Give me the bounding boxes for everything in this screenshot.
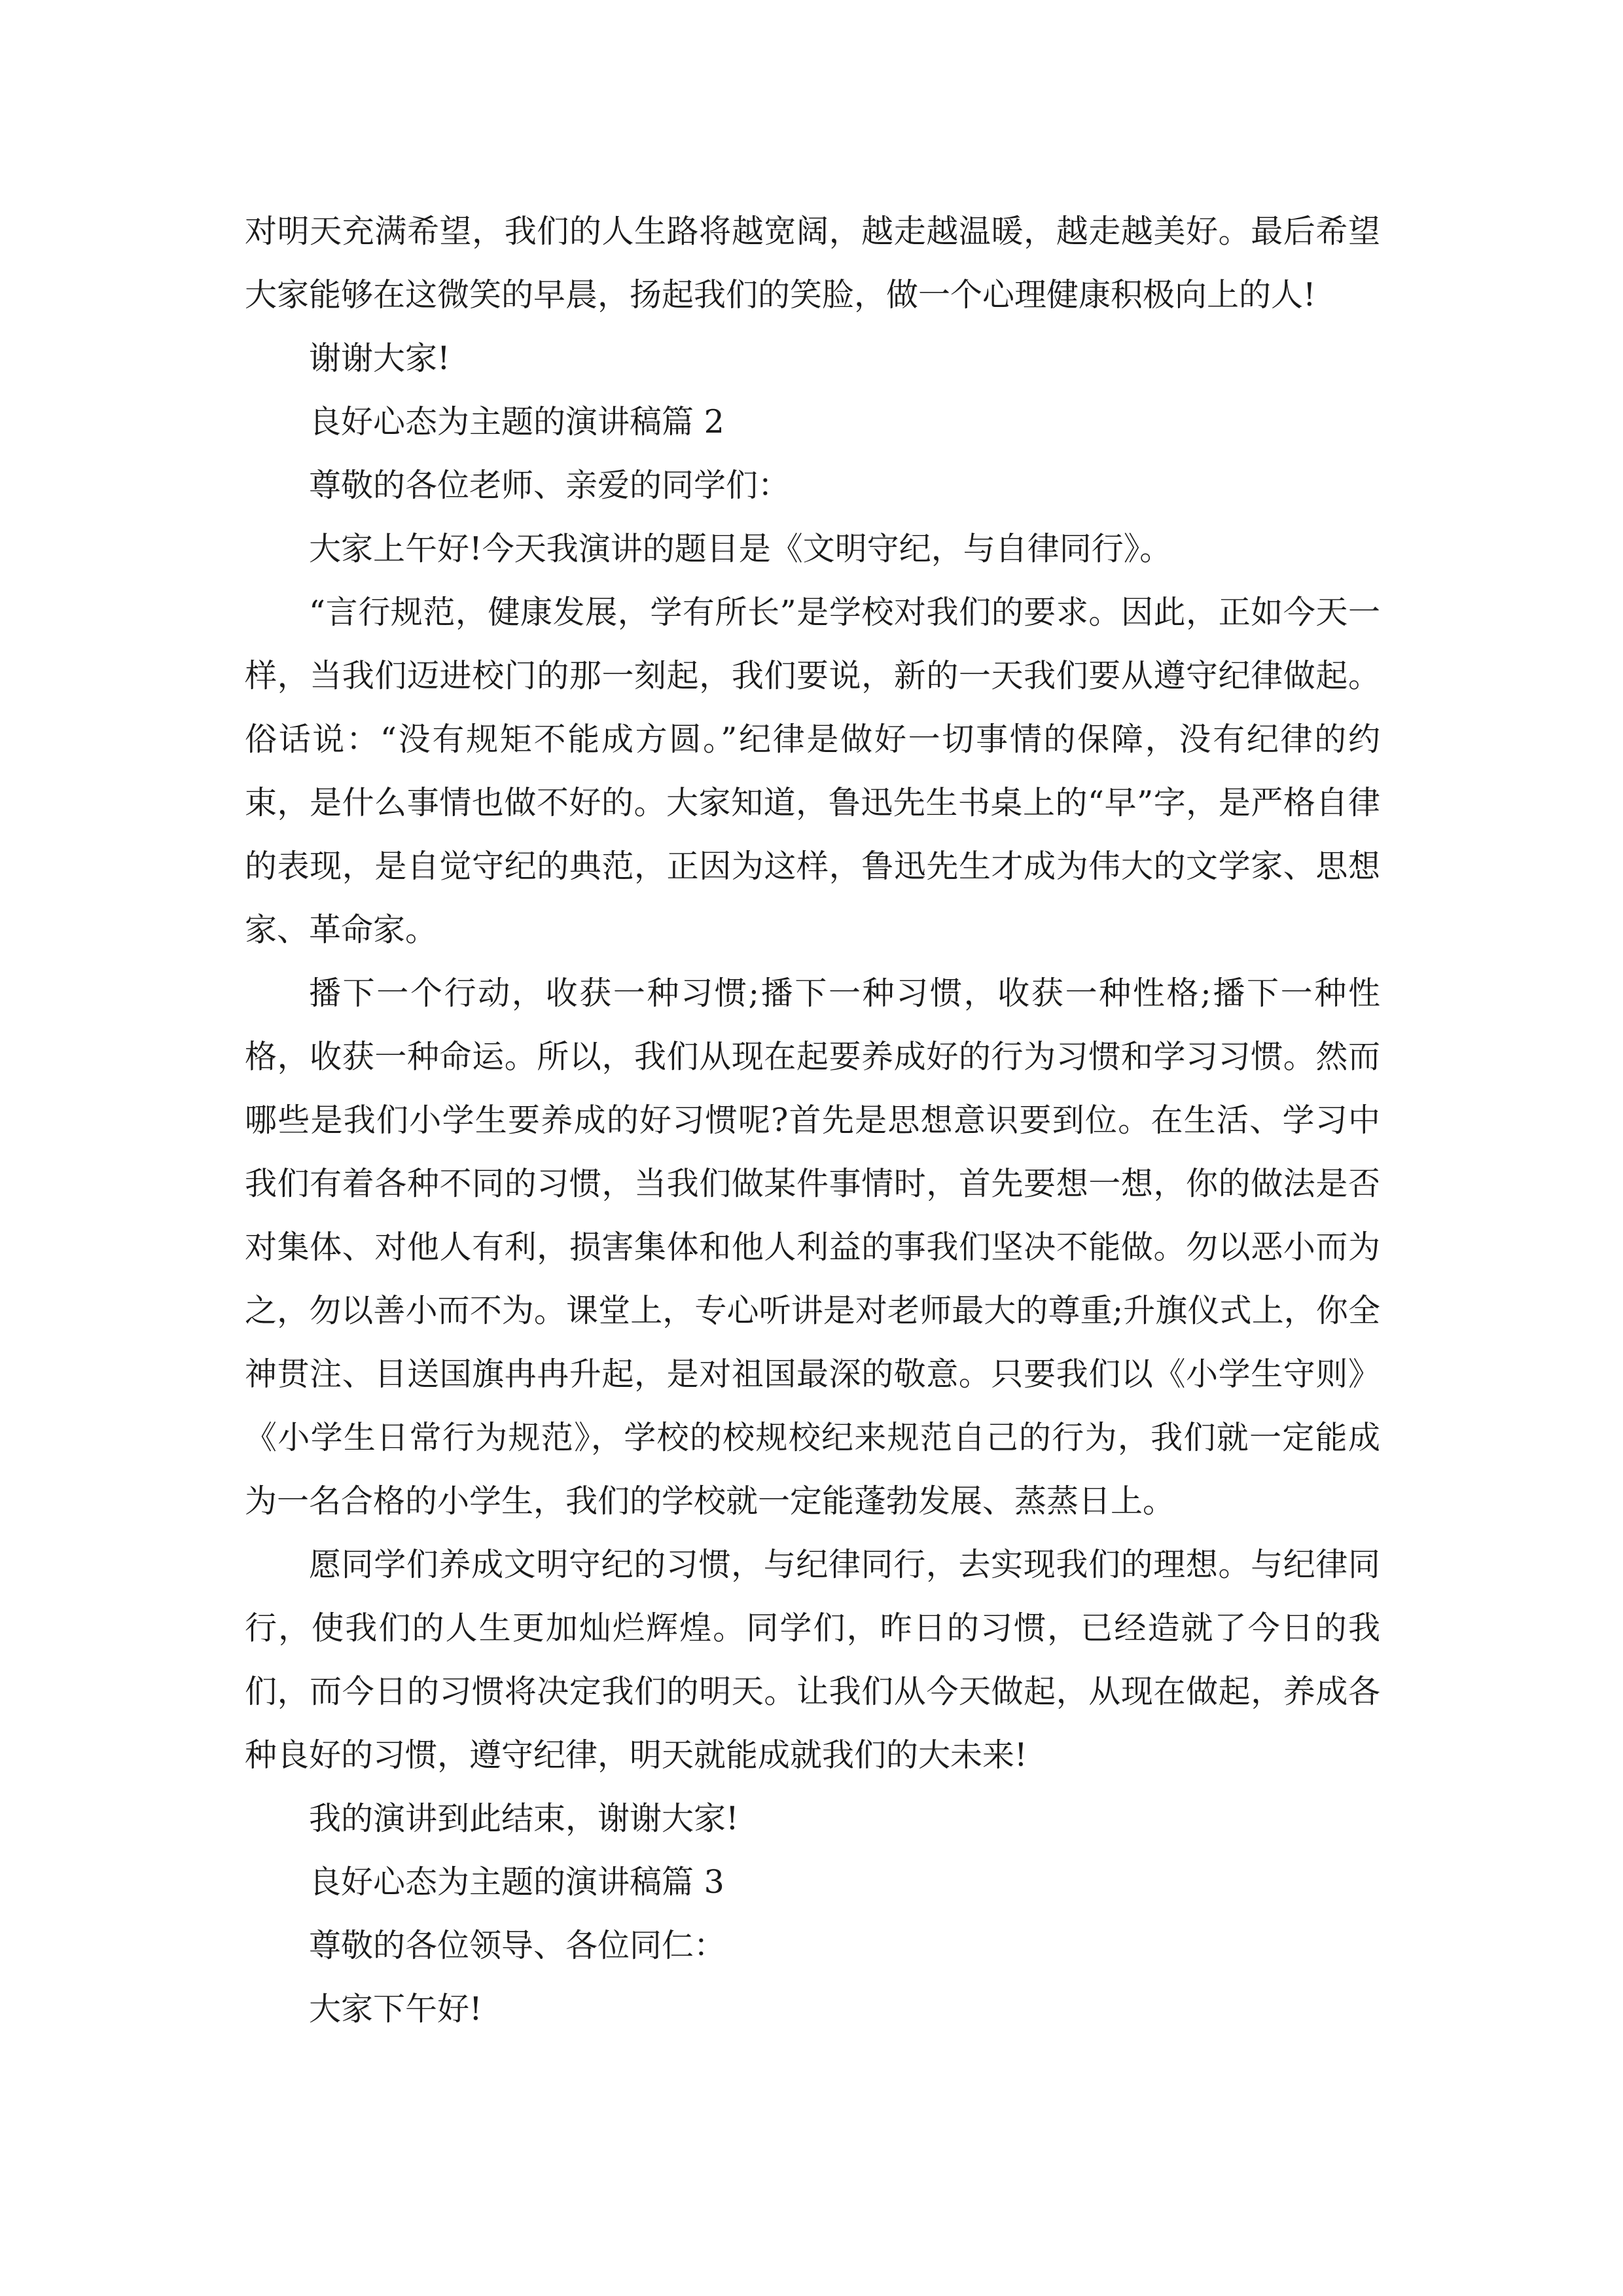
document-body — [245, 200, 1380, 2041]
section-heading-speech-3: 良好心态为主题的演讲稿篇 3 — [309, 1863, 724, 1901]
paragraph-closing-hope: 对明天充满希望，我们的人生路将越宽阔，越走越温暖，越走越美好。最后希望大家能够在这微笑的早晨，扬起我们的笑脸，做一个心理健康积极向上的人! — [245, 213, 1380, 314]
paragraph-habits: 播下一个行动，收获一种习惯;播下一种习惯，收获一种性格;播下一种性格，收获一种命运。所以，我们从现在起要养成好的行为习惯和学习习惯。然而哪些是我们小学生要养成的好习惯呢?首先是思想意识要到位。在生活、学习中我们有着各种不同的习惯，当我们做某件事情时，首先要想一想，你的做法是否对集体、对他人有利，损害集体和他人利益的事我们坚决不能做。勿以恶小而为之，勿以善小而不为。课堂上，专心听讲是对老师最大的尊重;升旗仪式上，你全神贯注、目送国旗冉冉升起，是对祖国最深的敬意。只要我们以《小学生守则》《小学生日常行为规范》，学校的校规校纪来规范自己的行为，我们就一定能成为一名合格的小学生，我们的学校就一定能蓬勃发展、蒸蒸日上。 — [245, 975, 1380, 1520]
paragraph-discipline: “言行规范，健康发展，学有所长”是学校对我们的要求。因此，正如今天一样，当我们迈进校门的那一刻起，我们要说，新的一天我们要从遵守纪律做起。俗话说：“没有规矩不能成方圆。”纪律是做好一切事情的保障，没有纪律的约束，是什么事情也做不好的。大家知道，鲁迅先生书桌上的“早”字，是严格自律的表现，是自觉守纪的典范，正因为这样，鲁迅先生才成为伟大的文学家、思想家、革命家。 — [245, 594, 1380, 948]
paragraph-wish: 愿同学们养成文明守纪的习惯，与纪律同行，去实现我们的理想。与纪律同行，使我们的人生更加灿烂辉煌。同学们，昨日的习惯，已经造就了今日的我们，而今日的习惯将决定我们的明天。让我们从今天做起，从现在做起，养成各种良好的习惯，遵守纪律，明天就能成就我们的大未来! — [245, 1546, 1380, 1774]
paragraph-salutation-teachers: 尊敬的各位老师、亲爱的同学们： — [309, 467, 791, 504]
paragraph-speech-end: 我的演讲到此结束，谢谢大家! — [309, 1800, 739, 1837]
paragraph-thanks: 谢谢大家! — [309, 340, 450, 377]
section-heading-speech-2: 良好心态为主题的演讲稿篇 2 — [309, 403, 724, 440]
paragraph-salutation-leaders: 尊敬的各位领导、各位同仁： — [309, 1927, 726, 1964]
paragraph-greeting-afternoon: 大家下午好! — [309, 1990, 482, 2028]
paragraph-greeting-morning: 大家上午好!今天我演讲的题目是《文明守纪，与自律同行》。 — [309, 530, 1172, 567]
